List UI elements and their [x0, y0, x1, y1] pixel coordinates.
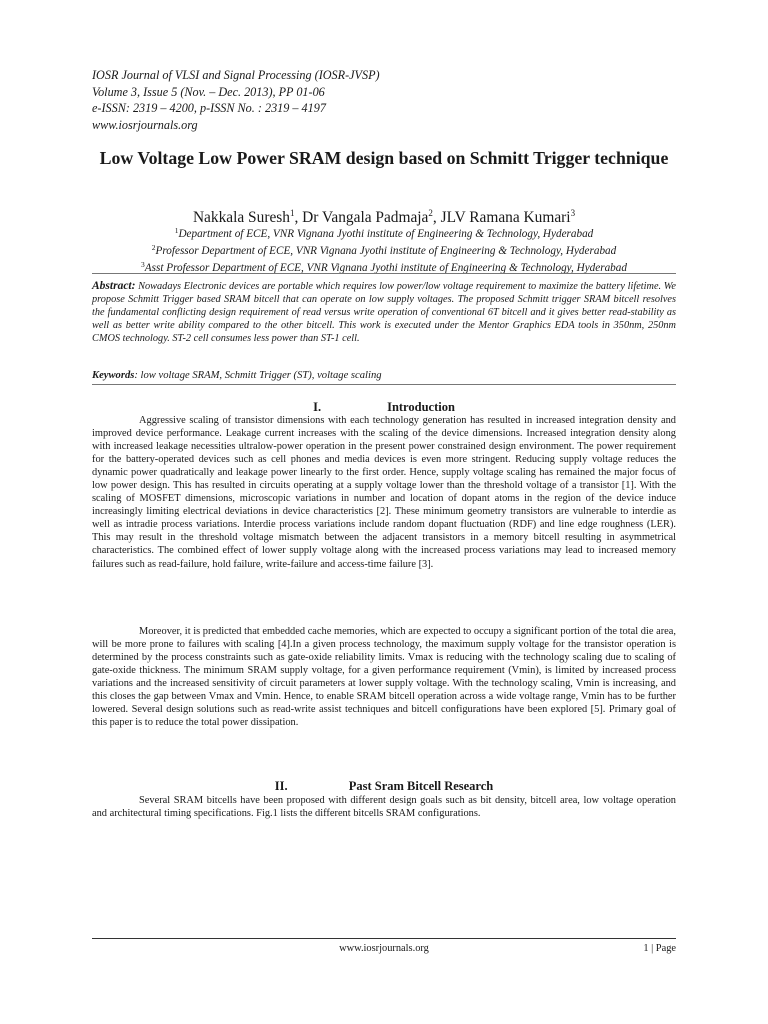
affiliation-marker: 1 [174, 226, 179, 235]
footer-divider [92, 938, 676, 939]
keywords-label: Keywords [92, 370, 135, 381]
journal-header [92, 67, 676, 133]
section-heading-introduction [92, 399, 676, 415]
keywords [92, 369, 676, 382]
body-paragraph: Aggressive scaling of transistor dimensions with each technology generation has resulted in increased integration density and improved device performance. Leakage current increases with the scaling of the device dimensions. Increased integration density along with increased leakage necessities ultralow-power operation in the present power constrained design environment. The power requirement for the battery-operated devices such as cell phones and media devices is even more stringent. Reducing supply voltage reduces the dynamic power quadratically and leakage power linearly to the first order. Hence, supply voltage scaling has remained the major focus of low power design. This has resulted in circuits operating at a supply voltage lower than the threshold voltage of a transistor [1]. With the scaling of MOSFET dimensions, microscopic variations in number and location of dopant atoms in the region of the device induce increasingly limiting electrical deviations in device characteristics [2]. These minimum geometry transistors are vulnerable to interdie as well as intradie process variations. Interdie process variations include random dopant fluctuation (RDF) and line edge roughness (LER). This may result in the threshold voltage mismatch between the adjacent transistors in a memory bitcell resulting in asymmetrical characteristics. The combined effect of lower supply voltage along with the increased process variations may lead to increased memory failures such as read-failure, hold failure, write-failure and access-time failure [3]. [92, 415, 676, 570]
author-separator: , [294, 209, 303, 226]
section-number: II. [274, 779, 288, 793]
author-affiliation-marker: 2 [428, 208, 433, 218]
author-separator: , [432, 209, 441, 226]
journal-issn: e-ISSN: 2319 – 4200, p-ISSN No. : 2319 – 4197 [92, 101, 326, 115]
paper-page [92, 0, 676, 1024]
author-affiliation-marker: 3 [570, 208, 576, 218]
section-number: I. [313, 400, 322, 414]
author-name: Nakkala Suresh [192, 209, 290, 226]
affiliation-line [92, 241, 676, 258]
section-title: Past Sram Bitcell Research [348, 779, 494, 793]
affiliation-list [92, 224, 676, 276]
affiliation-line [92, 224, 676, 241]
affiliation-text: Professor Department of ECE, VNR Vignana Jyothi institute of Engineering & Technology, Hyderabad [155, 245, 617, 258]
affiliation-marker: 2 [151, 243, 156, 253]
affiliation-text: Asst Professor Department of ECE, VNR Vignana Jyothi institute of Engineering & Technology, Hyderabad [144, 262, 627, 275]
abstract [92, 280, 676, 345]
journal-volume: Volume 3, Issue 5 (Nov. – Dec. 2013), PP 01-06 [92, 84, 325, 99]
paper-title: Low Voltage Low Power SRAM design based on Schmitt Trigger technique [99, 148, 669, 168]
body-paragraph: Moreover, it is predicted that embedded cache memories, which are expected to occupy a significant portion of the total die area, will be more prone to failures with scaling [4].In a given process technology, the maximum supply voltage for the transistor operation is determined by the process constraints such as gate-oxide reliability limits. Vmax is reducing with the technology scaling due to scaling of gate-oxide thickness. The minimum SRAM supply voltage, for a given performance requirement (Vmin), is limited by increased process variations and the increased sensitivity of circuit parameters at lower supply voltage. With the technology scaling, Vmin is increasing, and this closes the gap between Vmax and Vmin. Hence, to enable SRAM bitcell operation across a wide voltage range, Vmin has to be further lowered. Several design solutions such as read-write assist techniques and bitcell configurations have been explored [5]. Primary goal of this paper is to reduce the total power dissipation. [92, 626, 676, 729]
footer-url: www.iosrjournals.org [339, 943, 429, 954]
section-title: Introduction [387, 400, 455, 414]
author-affiliation-marker: 1 [289, 208, 295, 218]
affiliation-marker: 3 [141, 260, 145, 270]
journal-website: www.iosrjournals.org [92, 117, 198, 132]
author-name: Dr Vangala Padmaja [302, 209, 429, 226]
page-number: 1 | Page [643, 943, 676, 954]
keywords-text: : low voltage SRAM, Schmitt Trigger (ST), voltage scaling [134, 370, 382, 381]
author-name: JLV Ramana Kumari [440, 209, 571, 226]
body-paragraph: Several SRAM bitcells have been proposed with different design goals such as bit density, bitcell area, low voltage operation and architectural timing specifications. Fig.1 lists the different bitcells SRAM configurations. [92, 795, 676, 820]
abstract-text: Nowadays Electronic devices are portable which requires low power/low voltage requirement to maximize the battery lifetime. We propose Schmitt Trigger based SRAM bitcell that can operate on low supply voltages. The proposed Schmitt trigger SRAM bitcell resolves the fundamental conflicting design requirement of read versus write operation of conventional 6T bitcell and it gives better read-stability as well as better write ability compared to the other bitcell. This work is executed under the Mentor Graphics EDA tools in 350nm, 250nm CMOS technology. ST-2 cell consumes less power than ST-1 cell. [92, 281, 676, 345]
journal-name: IOSR Journal of VLSI and Signal Processing (IOSR-JVSP) [92, 68, 380, 82]
abstract-label: Abstract: [92, 280, 136, 292]
affiliation-text: Department of ECE, VNR Vignana Jyothi institute of Engineering & Technology, Hyderabad [178, 228, 594, 240]
section-heading-past-research [92, 778, 676, 794]
